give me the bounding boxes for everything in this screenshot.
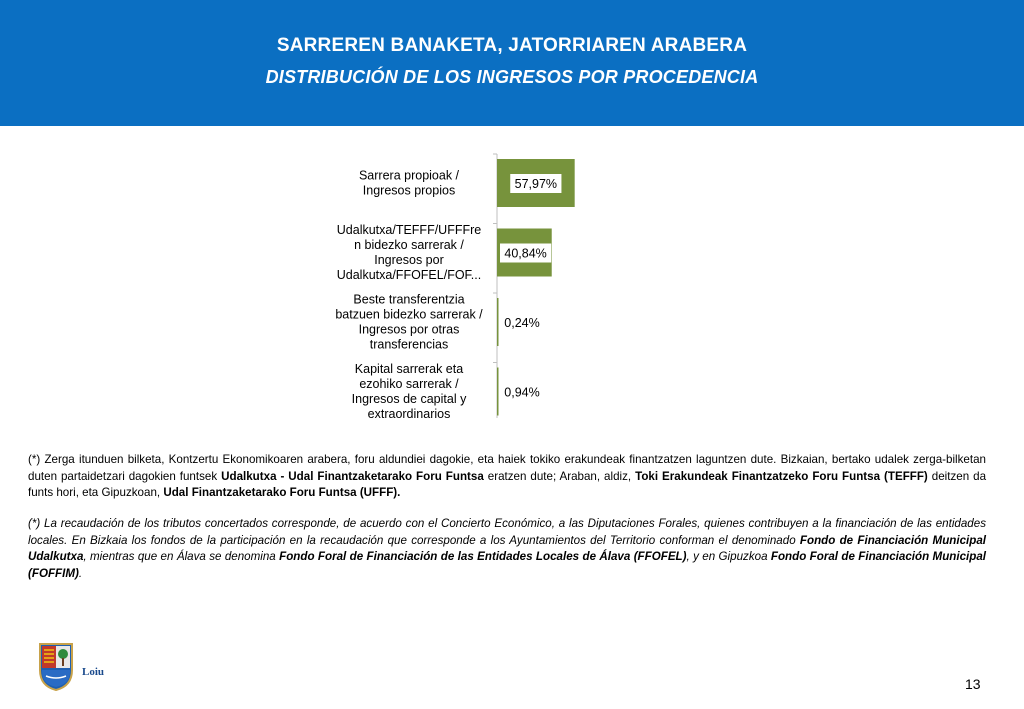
category-label-0: Sarrera propioak / Ingresos propios [358, 168, 460, 198]
note-eu-bold-2: Toki Erakundeak Finantzatzeko Foru Funtsa (TEFFF) [635, 469, 928, 483]
note-eu-bold-1: Udalkutxa - Udal Finantzaketarako Foru Funtsa [221, 469, 484, 483]
header-banner [0, 0, 1024, 126]
footnote-spanish [28, 516, 986, 582]
data-label-3: 0,94% [504, 385, 540, 400]
bar-3 [497, 368, 499, 416]
note-es-bold-2: Fondo Foral de Financiación de las Entidades Locales de Álava (FFOFEL) [279, 550, 687, 563]
data-label-2: 0,24% [504, 316, 540, 330]
footnote-basque [28, 452, 986, 502]
page-number: 13 [965, 676, 981, 692]
note-eu-text-2: eratzen dute; Araban, aldiz, [483, 469, 636, 483]
data-label-1: 40,84% [504, 246, 547, 261]
title-spanish: DISTRIBUCIÓN DE LOS INGRESOS POR PROCEDENCIA [265, 67, 759, 87]
note-eu-bold-3: Udal Finantzaketarako Foru Funtsa (UFFF). [163, 486, 401, 499]
category-label-2: Beste transferentzia batzuen bidezko sarrerak / Ingresos por otras transferencias [335, 292, 483, 352]
note-es-text-4: . [78, 566, 83, 580]
note-es-text-2: , mientras que en Álava se denomina [83, 550, 280, 563]
coat-of-arms-logo [36, 640, 76, 692]
note-es-bold-3: Fondo Foral de Financiación Municipal (FOFFIM) [28, 550, 986, 580]
logo-text: Loiu [82, 666, 105, 678]
note-es-text-1: (*) La recaudación de los tributos concertados corresponde, de acuerdo con el Concierto Económico, a las Diputaciones Forales, quienes contribuyen a la financiación de las entidades locales. En Bizkaia los fondos de la participación en la recaudación que corresponde a los Ayuntamientos del Territorio conforman el denominado [28, 517, 986, 547]
bar-2 [497, 298, 499, 346]
bar-chart [0, 140, 1024, 430]
note-eu-text-3: deitzen da funts hori, eta Gipuzkoan, [28, 469, 987, 499]
category-label-3: Kapital sarrerak eta ezohiko sarrerak / Ingresos de capital y extraordinarios [351, 362, 467, 421]
title-basque: SARREREN BANAKETA, JATORRIAREN ARABERA [276, 35, 748, 56]
note-es-text-3: , y en Gipuzkoa [686, 550, 771, 563]
data-label-0: 57,97% [514, 177, 558, 191]
note-es-bold-1: Fondo de Financiación Municipal Udalkutxa [28, 533, 987, 563]
note-eu-text-1: (*) Zerga itunduen bilketa, Kontzertu Ekonomikoaren arabera, foru aldundiei dagokie, eta haiek tokiko erakundeak finantzatzen laguntzen dute. Bizkaian, bertako udalek zerga-bilketan duten partaidetzari dagokien funtsek [28, 453, 986, 483]
category-label-1: Udalkutxa/TEFFF/UFFFre n bidezko sarrerak / Ingresos por Udalkutxa/FFOFEL/FOF... [336, 223, 482, 282]
